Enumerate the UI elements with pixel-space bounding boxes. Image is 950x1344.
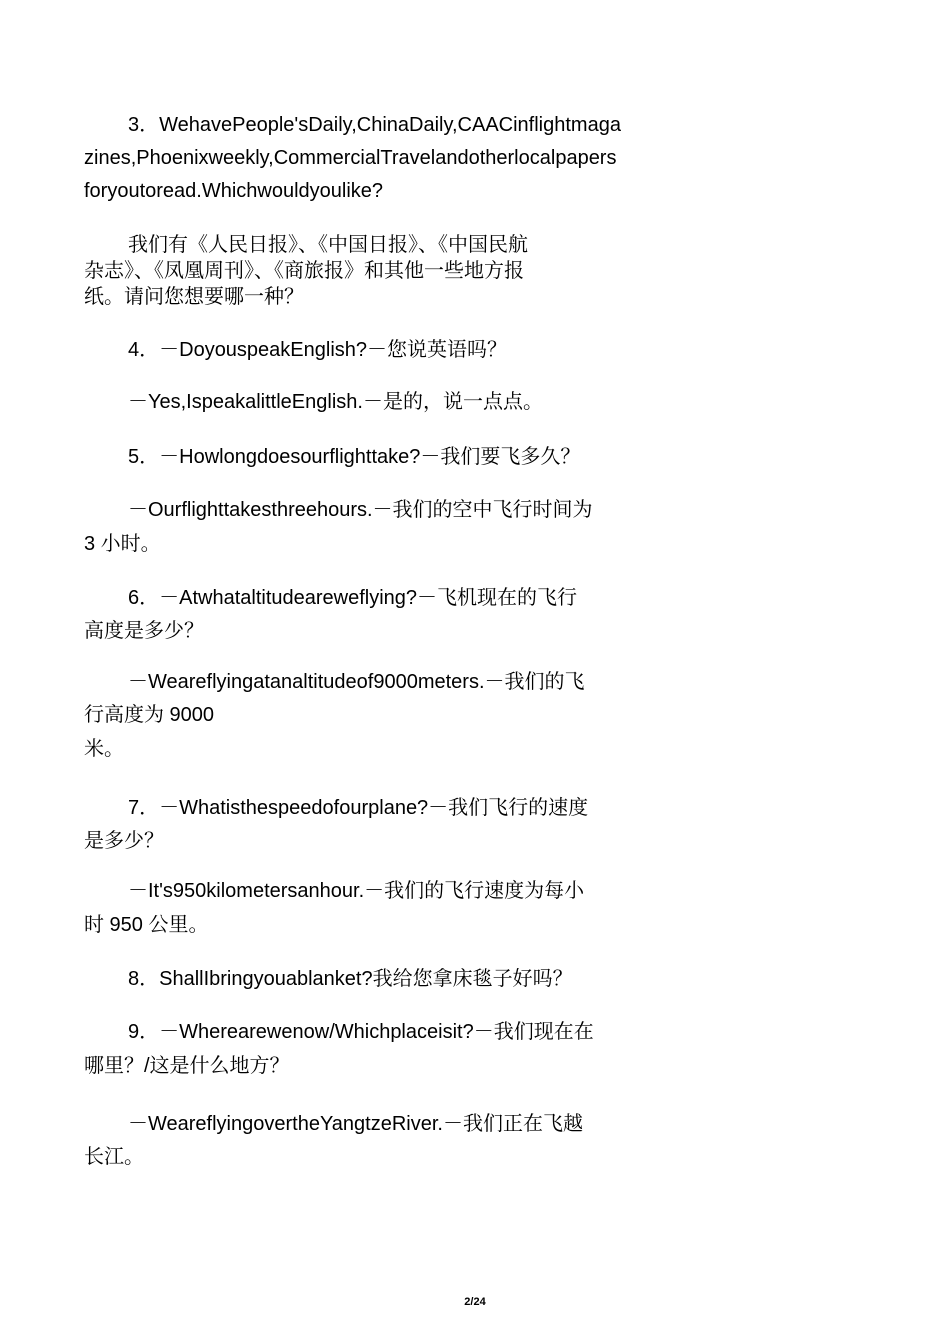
text-line: 长江。 — [84, 1146, 144, 1168]
text-line: 8．ShallIbringyouablanket?我给您拿床毯子好吗？ — [128, 968, 573, 990]
text-line: －Ourflighttakesthreehours.－我们的空中飞行时间为 — [128, 499, 593, 521]
text-line: －It's950kilometersanhour.－我们的飞行速度为每小 — [128, 880, 585, 902]
text-line: 行高度为 9000 — [84, 704, 215, 726]
text-line: 4．－DoyouspeakEnglish?－您说英语吗？ — [128, 339, 508, 361]
text-line: 高度是多少？ — [84, 620, 204, 642]
text-line: 我们有《人民日报》、《中国日报》、《中国民航 — [128, 234, 528, 256]
text-line: foryoutoread.Whichwouldyoulike? — [84, 180, 384, 202]
text-line: 时 950 公里。 — [84, 914, 209, 936]
text-line: 5．－Howlongdoesourflighttake?－我们要飞多久？ — [128, 446, 581, 468]
text-line: 9．－Wherearewenow/Whichplaceisit?－我们现在在 — [128, 1021, 594, 1043]
text-line: zines,Phoenixweekly,CommercialTravelandotherlocalpapers — [84, 147, 617, 169]
text-line: 是多少？ — [84, 830, 164, 852]
text-line: 米。 — [84, 738, 124, 760]
text-line: 3．WehavePeople'sDaily,ChinaDaily,CAACinflightmaga — [128, 114, 621, 136]
text-line: －WeareflyingovertheYangtzeRiver.－我们正在飞越 — [128, 1113, 583, 1135]
text-line: －Weareflyingatanaltitudeof9000meters.－我们的飞 — [128, 671, 585, 693]
text-line: 6．－Atwhataltitudeareweflying?－飞机现在的飞行 — [128, 587, 578, 609]
text-line: 3 小时。 — [84, 533, 161, 555]
text-line: 纸。请问您想要哪一种？ — [84, 286, 304, 308]
text-line: 哪里？/这是什么地方？ — [84, 1055, 290, 1077]
text-line: 7．－Whatisthespeedofourplane?－我们飞行的速度 — [128, 797, 589, 819]
page-number: 2/24 — [464, 1296, 486, 1308]
text-line: －Yes,IspeakalittleEnglish.－是的，说一点点。 — [128, 391, 543, 413]
text-line: 杂志》、《凤凰周刊》、《商旅报》和其他一些地方报 — [84, 260, 524, 282]
